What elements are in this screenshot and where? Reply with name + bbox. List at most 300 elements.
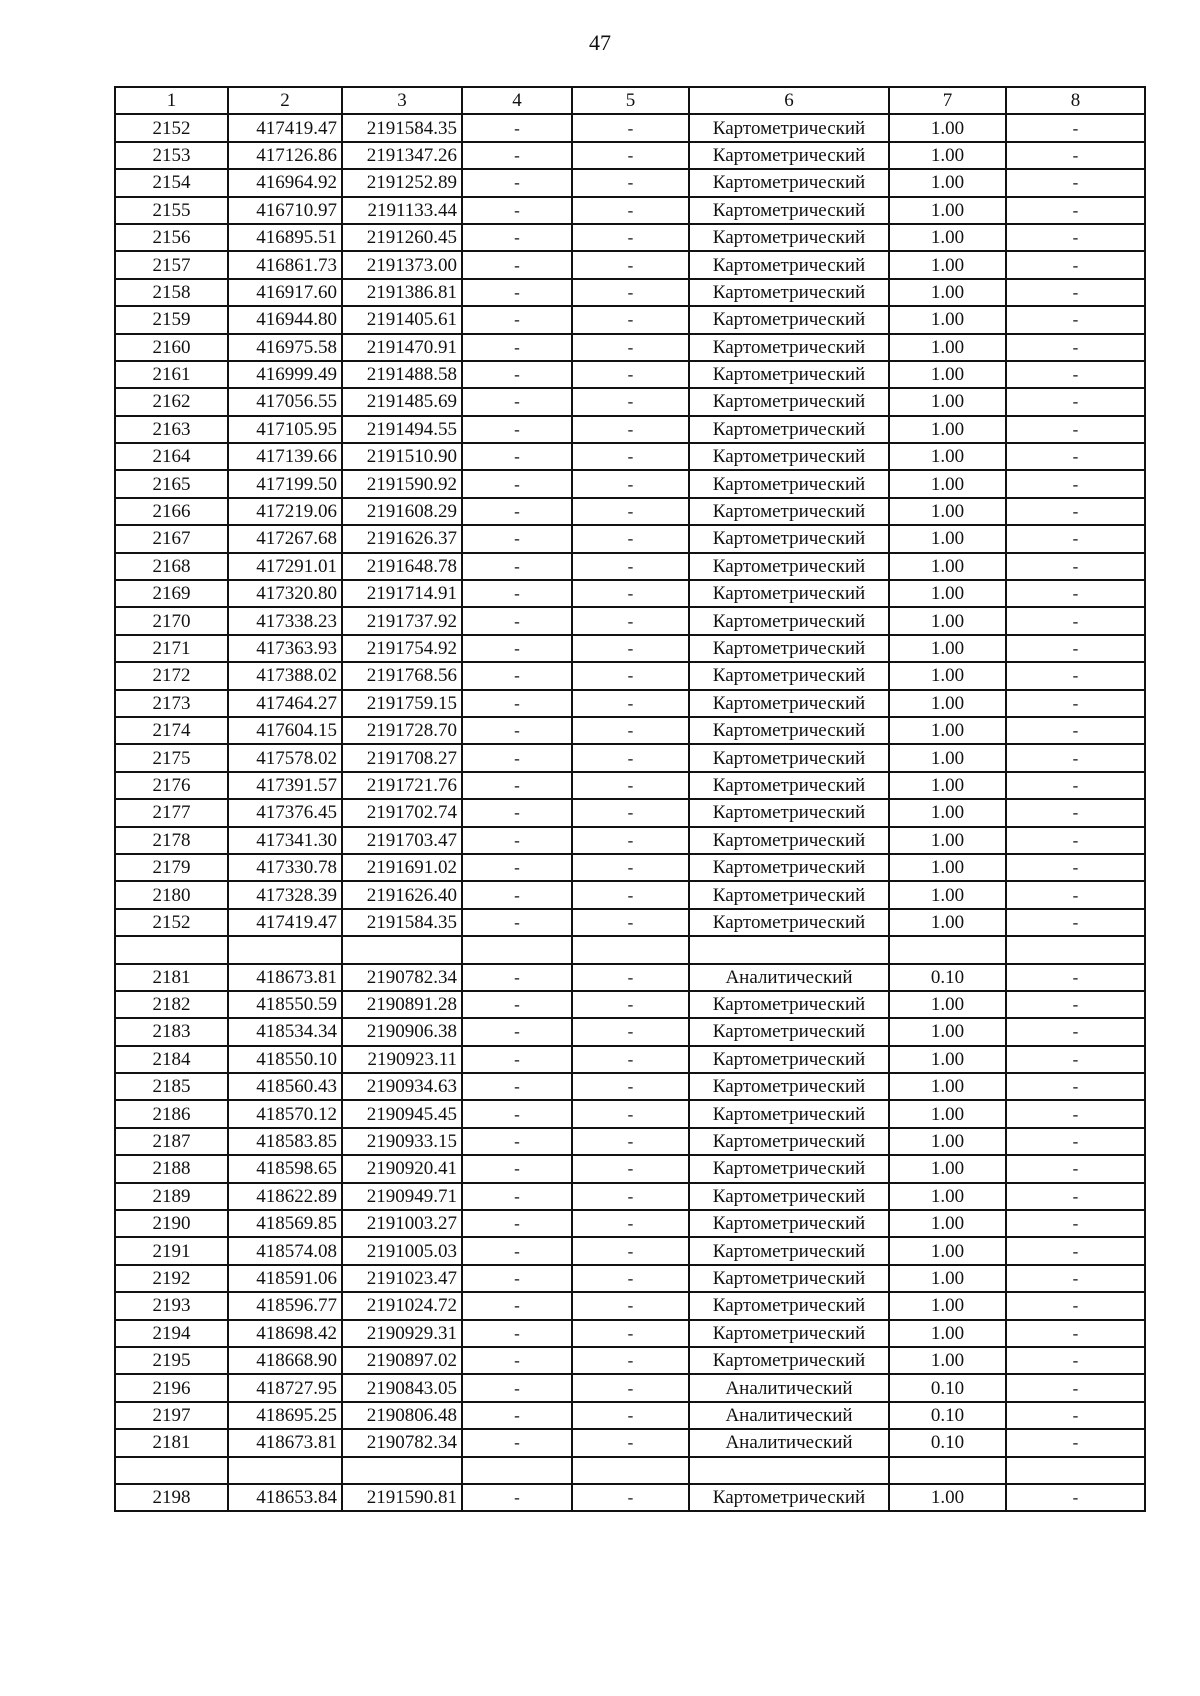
accuracy-cell: 1.00 — [889, 1320, 1006, 1347]
y-coordinate-cell: 2191024.72 — [342, 1292, 462, 1319]
table-row — [115, 854, 1145, 881]
point-number-cell: 2161 — [115, 361, 228, 388]
y-coordinate-cell: 2191737.92 — [342, 607, 462, 634]
x-coordinate-cell: 418727.95 — [228, 1374, 342, 1401]
x-coordinate-cell: 417105.95 — [228, 416, 342, 443]
col-8-cell: - — [1006, 1320, 1145, 1347]
col-8-cell: - — [1006, 909, 1145, 936]
method-cell: Аналитический — [689, 1374, 889, 1401]
col-5-cell: - — [572, 498, 689, 525]
x-coordinate-cell: 418698.42 — [228, 1320, 342, 1347]
col-4-cell — [462, 936, 572, 963]
point-number-cell: 2159 — [115, 306, 228, 333]
col-4-cell: - — [462, 142, 572, 169]
col-8-cell: - — [1006, 827, 1145, 854]
method-cell: Картометрический — [689, 361, 889, 388]
col-8-cell: - — [1006, 1237, 1145, 1264]
x-coordinate-cell — [228, 936, 342, 963]
x-coordinate-cell: 418673.81 — [228, 1429, 342, 1456]
y-coordinate-cell: 2191260.45 — [342, 224, 462, 251]
col-4-cell: - — [462, 388, 572, 415]
y-coordinate-cell: 2191714.91 — [342, 580, 462, 607]
x-coordinate-cell: 417328.39 — [228, 881, 342, 908]
point-number-cell: 2191 — [115, 1237, 228, 1264]
x-coordinate-cell: 416975.58 — [228, 334, 342, 361]
col-4-cell: - — [462, 1429, 572, 1456]
accuracy-cell: 1.00 — [889, 114, 1006, 141]
table-body — [115, 114, 1145, 1511]
accuracy-cell — [889, 936, 1006, 963]
accuracy-cell: 1.00 — [889, 1128, 1006, 1155]
col-5-cell — [572, 936, 689, 963]
header-cell-col-7: 7 — [889, 87, 1006, 114]
point-number-cell: 2170 — [115, 607, 228, 634]
table-row — [115, 1100, 1145, 1127]
x-coordinate-cell: 417388.02 — [228, 662, 342, 689]
y-coordinate-cell: 2191691.02 — [342, 854, 462, 881]
col-4-cell — [462, 1457, 572, 1484]
col-4-cell: - — [462, 1402, 572, 1429]
col-4-cell: - — [462, 1100, 572, 1127]
x-coordinate-cell: 417056.55 — [228, 388, 342, 415]
col-5-cell: - — [572, 580, 689, 607]
col-8-cell: - — [1006, 553, 1145, 580]
point-number-cell: 2152 — [115, 114, 228, 141]
x-coordinate-cell: 417419.47 — [228, 114, 342, 141]
x-coordinate-cell: 417604.15 — [228, 717, 342, 744]
col-8-cell: - — [1006, 416, 1145, 443]
col-4-cell: - — [462, 580, 572, 607]
col-5-cell: - — [572, 1046, 689, 1073]
point-number-cell: 2172 — [115, 662, 228, 689]
table-row — [115, 1183, 1145, 1210]
point-number-cell: 2198 — [115, 1484, 228, 1511]
table-row — [115, 1484, 1145, 1511]
table-row — [115, 635, 1145, 662]
y-coordinate-cell: 2191590.81 — [342, 1484, 462, 1511]
col-5-cell: - — [572, 881, 689, 908]
col-8-cell: - — [1006, 470, 1145, 497]
table-row — [115, 361, 1145, 388]
y-coordinate-cell: 2190782.34 — [342, 1429, 462, 1456]
accuracy-cell: 1.00 — [889, 881, 1006, 908]
point-number-cell: 2190 — [115, 1210, 228, 1237]
col-8-cell: - — [1006, 443, 1145, 470]
method-cell: Картометрический — [689, 388, 889, 415]
y-coordinate-cell: 2190782.34 — [342, 964, 462, 991]
method-cell: Картометрический — [689, 580, 889, 607]
x-coordinate-cell: 416917.60 — [228, 279, 342, 306]
col-8-cell: - — [1006, 635, 1145, 662]
col-4-cell: - — [462, 306, 572, 333]
col-5-cell: - — [572, 525, 689, 552]
y-coordinate-cell: 2191590.92 — [342, 470, 462, 497]
col-4-cell: - — [462, 662, 572, 689]
method-cell: Картометрический — [689, 635, 889, 662]
col-4-cell: - — [462, 416, 572, 443]
col-5-cell: - — [572, 334, 689, 361]
method-cell: Картометрический — [689, 443, 889, 470]
col-5-cell: - — [572, 279, 689, 306]
method-cell: Картометрический — [689, 909, 889, 936]
col-5-cell: - — [572, 1100, 689, 1127]
y-coordinate-cell: 2191759.15 — [342, 690, 462, 717]
x-coordinate-cell: 417419.47 — [228, 909, 342, 936]
method-cell: Картометрический — [689, 1046, 889, 1073]
col-8-cell: - — [1006, 114, 1145, 141]
col-5-cell: - — [572, 1320, 689, 1347]
point-number-cell: 2181 — [115, 964, 228, 991]
method-cell: Картометрический — [689, 1018, 889, 1045]
accuracy-cell: 1.00 — [889, 1100, 1006, 1127]
table-row — [115, 1402, 1145, 1429]
point-number-cell: 2163 — [115, 416, 228, 443]
method-cell: Картометрический — [689, 197, 889, 224]
col-5-cell: - — [572, 1018, 689, 1045]
method-cell: Картометрический — [689, 114, 889, 141]
col-4-cell: - — [462, 690, 572, 717]
method-cell: Картометрический — [689, 1292, 889, 1319]
header-cell-col-8: 8 — [1006, 87, 1145, 114]
accuracy-cell: 1.00 — [889, 662, 1006, 689]
accuracy-cell: 1.00 — [889, 498, 1006, 525]
y-coordinate-cell: 2191373.00 — [342, 251, 462, 278]
col-4-cell: - — [462, 1183, 572, 1210]
y-coordinate-cell: 2191488.58 — [342, 361, 462, 388]
col-5-cell: - — [572, 854, 689, 881]
col-8-cell — [1006, 936, 1145, 963]
accuracy-cell: 1.00 — [889, 744, 1006, 771]
x-coordinate-cell: 416944.80 — [228, 306, 342, 333]
header-cell-col-4: 4 — [462, 87, 572, 114]
col-4-cell: - — [462, 1018, 572, 1045]
point-number-cell: 2152 — [115, 909, 228, 936]
col-4-cell: - — [462, 553, 572, 580]
col-8-cell: - — [1006, 142, 1145, 169]
col-4-cell: - — [462, 881, 572, 908]
col-4-cell: - — [462, 279, 572, 306]
point-number-cell: 2192 — [115, 1265, 228, 1292]
point-number-cell: 2187 — [115, 1128, 228, 1155]
method-cell — [689, 936, 889, 963]
method-cell: Картометрический — [689, 334, 889, 361]
table-row — [115, 279, 1145, 306]
col-5-cell: - — [572, 114, 689, 141]
accuracy-cell: 1.00 — [889, 416, 1006, 443]
col-4-cell: - — [462, 1237, 572, 1264]
x-coordinate-cell: 417464.27 — [228, 690, 342, 717]
x-coordinate-cell: 417139.66 — [228, 443, 342, 470]
col-8-cell: - — [1006, 662, 1145, 689]
col-5-cell: - — [572, 1292, 689, 1319]
col-8-cell: - — [1006, 717, 1145, 744]
point-number-cell: 2175 — [115, 744, 228, 771]
col-5-cell: - — [572, 1237, 689, 1264]
col-5-cell: - — [572, 169, 689, 196]
point-number-cell: 2184 — [115, 1046, 228, 1073]
method-cell: Картометрический — [689, 1265, 889, 1292]
col-4-cell: - — [462, 114, 572, 141]
y-coordinate-cell: 2191510.90 — [342, 443, 462, 470]
table-row — [115, 607, 1145, 634]
col-8-cell: - — [1006, 607, 1145, 634]
accuracy-cell: 1.00 — [889, 635, 1006, 662]
point-number-cell: 2185 — [115, 1073, 228, 1100]
col-8-cell: - — [1006, 991, 1145, 1018]
point-number-cell: 2171 — [115, 635, 228, 662]
col-8-cell: - — [1006, 1155, 1145, 1182]
point-number-cell: 2178 — [115, 827, 228, 854]
col-8-cell: - — [1006, 224, 1145, 251]
col-5-cell: - — [572, 635, 689, 662]
y-coordinate-cell: 2191626.37 — [342, 525, 462, 552]
col-8-cell: - — [1006, 334, 1145, 361]
x-coordinate-cell: 417219.06 — [228, 498, 342, 525]
x-coordinate-cell: 418560.43 — [228, 1073, 342, 1100]
point-number-cell: 2196 — [115, 1374, 228, 1401]
table-row — [115, 717, 1145, 744]
point-number-cell: 2164 — [115, 443, 228, 470]
y-coordinate-cell: 2190920.41 — [342, 1155, 462, 1182]
col-5-cell: - — [572, 1128, 689, 1155]
method-cell: Картометрический — [689, 991, 889, 1018]
accuracy-cell: 1.00 — [889, 334, 1006, 361]
method-cell: Картометрический — [689, 1073, 889, 1100]
y-coordinate-cell: 2191003.27 — [342, 1210, 462, 1237]
col-8-cell: - — [1006, 169, 1145, 196]
accuracy-cell: 1.00 — [889, 361, 1006, 388]
y-coordinate-cell: 2190945.45 — [342, 1100, 462, 1127]
x-coordinate-cell: 416895.51 — [228, 224, 342, 251]
col-8-cell: - — [1006, 525, 1145, 552]
table-row — [115, 1237, 1145, 1264]
table-row — [115, 1265, 1145, 1292]
accuracy-cell: 1.00 — [889, 1183, 1006, 1210]
y-coordinate-cell: 2190806.48 — [342, 1402, 462, 1429]
x-coordinate-cell: 417291.01 — [228, 553, 342, 580]
table-row — [115, 964, 1145, 991]
col-4-cell: - — [462, 607, 572, 634]
x-coordinate-cell: 418569.85 — [228, 1210, 342, 1237]
point-number-cell: 2179 — [115, 854, 228, 881]
col-4-cell: - — [462, 1347, 572, 1374]
col-5-cell: - — [572, 142, 689, 169]
accuracy-cell: 1.00 — [889, 1237, 1006, 1264]
table-row — [115, 416, 1145, 443]
method-cell: Картометрический — [689, 717, 889, 744]
table-row — [115, 553, 1145, 580]
method-cell: Картометрический — [689, 744, 889, 771]
col-5-cell: - — [572, 197, 689, 224]
point-number-cell: 2182 — [115, 991, 228, 1018]
point-number-cell: 2167 — [115, 525, 228, 552]
method-cell: Картометрический — [689, 1155, 889, 1182]
header-cell-col-5: 5 — [572, 87, 689, 114]
accuracy-cell: 1.00 — [889, 197, 1006, 224]
method-cell: Картометрический — [689, 827, 889, 854]
col-8-cell: - — [1006, 306, 1145, 333]
y-coordinate-cell: 2190906.38 — [342, 1018, 462, 1045]
method-cell: Аналитический — [689, 1402, 889, 1429]
col-4-cell: - — [462, 1155, 572, 1182]
method-cell: Картометрический — [689, 607, 889, 634]
col-8-cell: - — [1006, 881, 1145, 908]
col-4-cell: - — [462, 224, 572, 251]
x-coordinate-cell: 418622.89 — [228, 1183, 342, 1210]
col-5-cell: - — [572, 1155, 689, 1182]
col-8-cell: - — [1006, 498, 1145, 525]
table-row — [115, 881, 1145, 908]
col-5-cell: - — [572, 1429, 689, 1456]
table-row — [115, 443, 1145, 470]
y-coordinate-cell: 2191768.56 — [342, 662, 462, 689]
table-row — [115, 525, 1145, 552]
col-8-cell: - — [1006, 1429, 1145, 1456]
col-4-cell: - — [462, 854, 572, 881]
x-coordinate-cell: 417320.80 — [228, 580, 342, 607]
method-cell: Картометрический — [689, 1210, 889, 1237]
col-5-cell: - — [572, 799, 689, 826]
col-5-cell: - — [572, 416, 689, 443]
accuracy-cell: 1.00 — [889, 1484, 1006, 1511]
accuracy-cell: 1.00 — [889, 580, 1006, 607]
y-coordinate-cell: 2190929.31 — [342, 1320, 462, 1347]
col-4-cell: - — [462, 964, 572, 991]
x-coordinate-cell: 417391.57 — [228, 772, 342, 799]
col-5-cell: - — [572, 1402, 689, 1429]
col-5-cell: - — [572, 607, 689, 634]
col-8-cell: - — [1006, 1210, 1145, 1237]
table-row — [115, 142, 1145, 169]
col-5-cell: - — [572, 388, 689, 415]
col-8-cell: - — [1006, 580, 1145, 607]
col-8-cell: - — [1006, 1374, 1145, 1401]
method-cell: Аналитический — [689, 964, 889, 991]
header-cell-col-1: 1 — [115, 87, 228, 114]
accuracy-cell: 0.10 — [889, 1429, 1006, 1456]
col-4-cell: - — [462, 799, 572, 826]
method-cell: Картометрический — [689, 1484, 889, 1511]
table-row — [115, 251, 1145, 278]
accuracy-cell: 0.10 — [889, 1374, 1006, 1401]
col-4-cell: - — [462, 443, 572, 470]
table-row — [115, 1073, 1145, 1100]
accuracy-cell: 1.00 — [889, 443, 1006, 470]
y-coordinate-cell: 2190949.71 — [342, 1183, 462, 1210]
col-5-cell: - — [572, 306, 689, 333]
col-8-cell: - — [1006, 854, 1145, 881]
accuracy-cell: 1.00 — [889, 799, 1006, 826]
accuracy-cell: 1.00 — [889, 470, 1006, 497]
accuracy-cell: 1.00 — [889, 169, 1006, 196]
col-8-cell: - — [1006, 1073, 1145, 1100]
table-row — [115, 799, 1145, 826]
col-8-cell: - — [1006, 279, 1145, 306]
accuracy-cell: 1.00 — [889, 690, 1006, 717]
table-row — [115, 470, 1145, 497]
col-5-cell: - — [572, 827, 689, 854]
table-separator-row — [115, 936, 1145, 963]
x-coordinate-cell: 418673.81 — [228, 964, 342, 991]
y-coordinate-cell: 2191721.76 — [342, 772, 462, 799]
col-4-cell: - — [462, 1292, 572, 1319]
y-coordinate-cell: 2190923.11 — [342, 1046, 462, 1073]
table-row — [115, 1347, 1145, 1374]
table-row — [115, 1155, 1145, 1182]
col-4-cell: - — [462, 1210, 572, 1237]
col-8-cell: - — [1006, 197, 1145, 224]
accuracy-cell: 1.00 — [889, 1210, 1006, 1237]
point-number-cell: 2166 — [115, 498, 228, 525]
col-5-cell: - — [572, 1183, 689, 1210]
col-4-cell: - — [462, 361, 572, 388]
col-5-cell: - — [572, 553, 689, 580]
method-cell: Картометрический — [689, 854, 889, 881]
col-5-cell: - — [572, 1484, 689, 1511]
point-number-cell: 2194 — [115, 1320, 228, 1347]
accuracy-cell: 1.00 — [889, 1265, 1006, 1292]
y-coordinate-cell: 2191626.40 — [342, 881, 462, 908]
col-8-cell: - — [1006, 361, 1145, 388]
y-coordinate-cell: 2191252.89 — [342, 169, 462, 196]
col-8-cell: - — [1006, 1265, 1145, 1292]
header-cell-col-6: 6 — [689, 87, 889, 114]
x-coordinate-cell: 418653.84 — [228, 1484, 342, 1511]
method-cell: Картометрический — [689, 169, 889, 196]
method-cell: Картометрический — [689, 306, 889, 333]
x-coordinate-cell: 416710.97 — [228, 197, 342, 224]
point-number-cell: 2160 — [115, 334, 228, 361]
table-row — [115, 690, 1145, 717]
accuracy-cell: 1.00 — [889, 772, 1006, 799]
col-8-cell: - — [1006, 1183, 1145, 1210]
y-coordinate-cell: 2190843.05 — [342, 1374, 462, 1401]
accuracy-cell: 1.00 — [889, 1292, 1006, 1319]
table-row — [115, 1128, 1145, 1155]
point-number-cell: 2156 — [115, 224, 228, 251]
col-4-cell: - — [462, 197, 572, 224]
y-coordinate-cell: 2191386.81 — [342, 279, 462, 306]
y-coordinate-cell: 2191470.91 — [342, 334, 462, 361]
table-row — [115, 909, 1145, 936]
x-coordinate-cell: 418583.85 — [228, 1128, 342, 1155]
table-row — [115, 334, 1145, 361]
method-cell: Картометрический — [689, 1320, 889, 1347]
table-row — [115, 827, 1145, 854]
point-number-cell — [115, 936, 228, 963]
point-number-cell: 2154 — [115, 169, 228, 196]
col-4-cell: - — [462, 334, 572, 361]
y-coordinate-cell: 2191023.47 — [342, 1265, 462, 1292]
method-cell: Картометрический — [689, 279, 889, 306]
x-coordinate-cell: 418550.59 — [228, 991, 342, 1018]
col-5-cell: - — [572, 251, 689, 278]
point-number-cell: 2155 — [115, 197, 228, 224]
x-coordinate-cell: 416999.49 — [228, 361, 342, 388]
col-4-cell: - — [462, 827, 572, 854]
col-4-cell: - — [462, 772, 572, 799]
point-number-cell: 2189 — [115, 1183, 228, 1210]
col-4-cell: - — [462, 1374, 572, 1401]
accuracy-cell: 0.10 — [889, 964, 1006, 991]
col-5-cell: - — [572, 443, 689, 470]
y-coordinate-cell — [342, 936, 462, 963]
y-coordinate-cell: 2191584.35 — [342, 909, 462, 936]
col-8-cell: - — [1006, 1402, 1145, 1429]
method-cell: Картометрический — [689, 1183, 889, 1210]
method-cell: Картометрический — [689, 525, 889, 552]
table-row — [115, 772, 1145, 799]
